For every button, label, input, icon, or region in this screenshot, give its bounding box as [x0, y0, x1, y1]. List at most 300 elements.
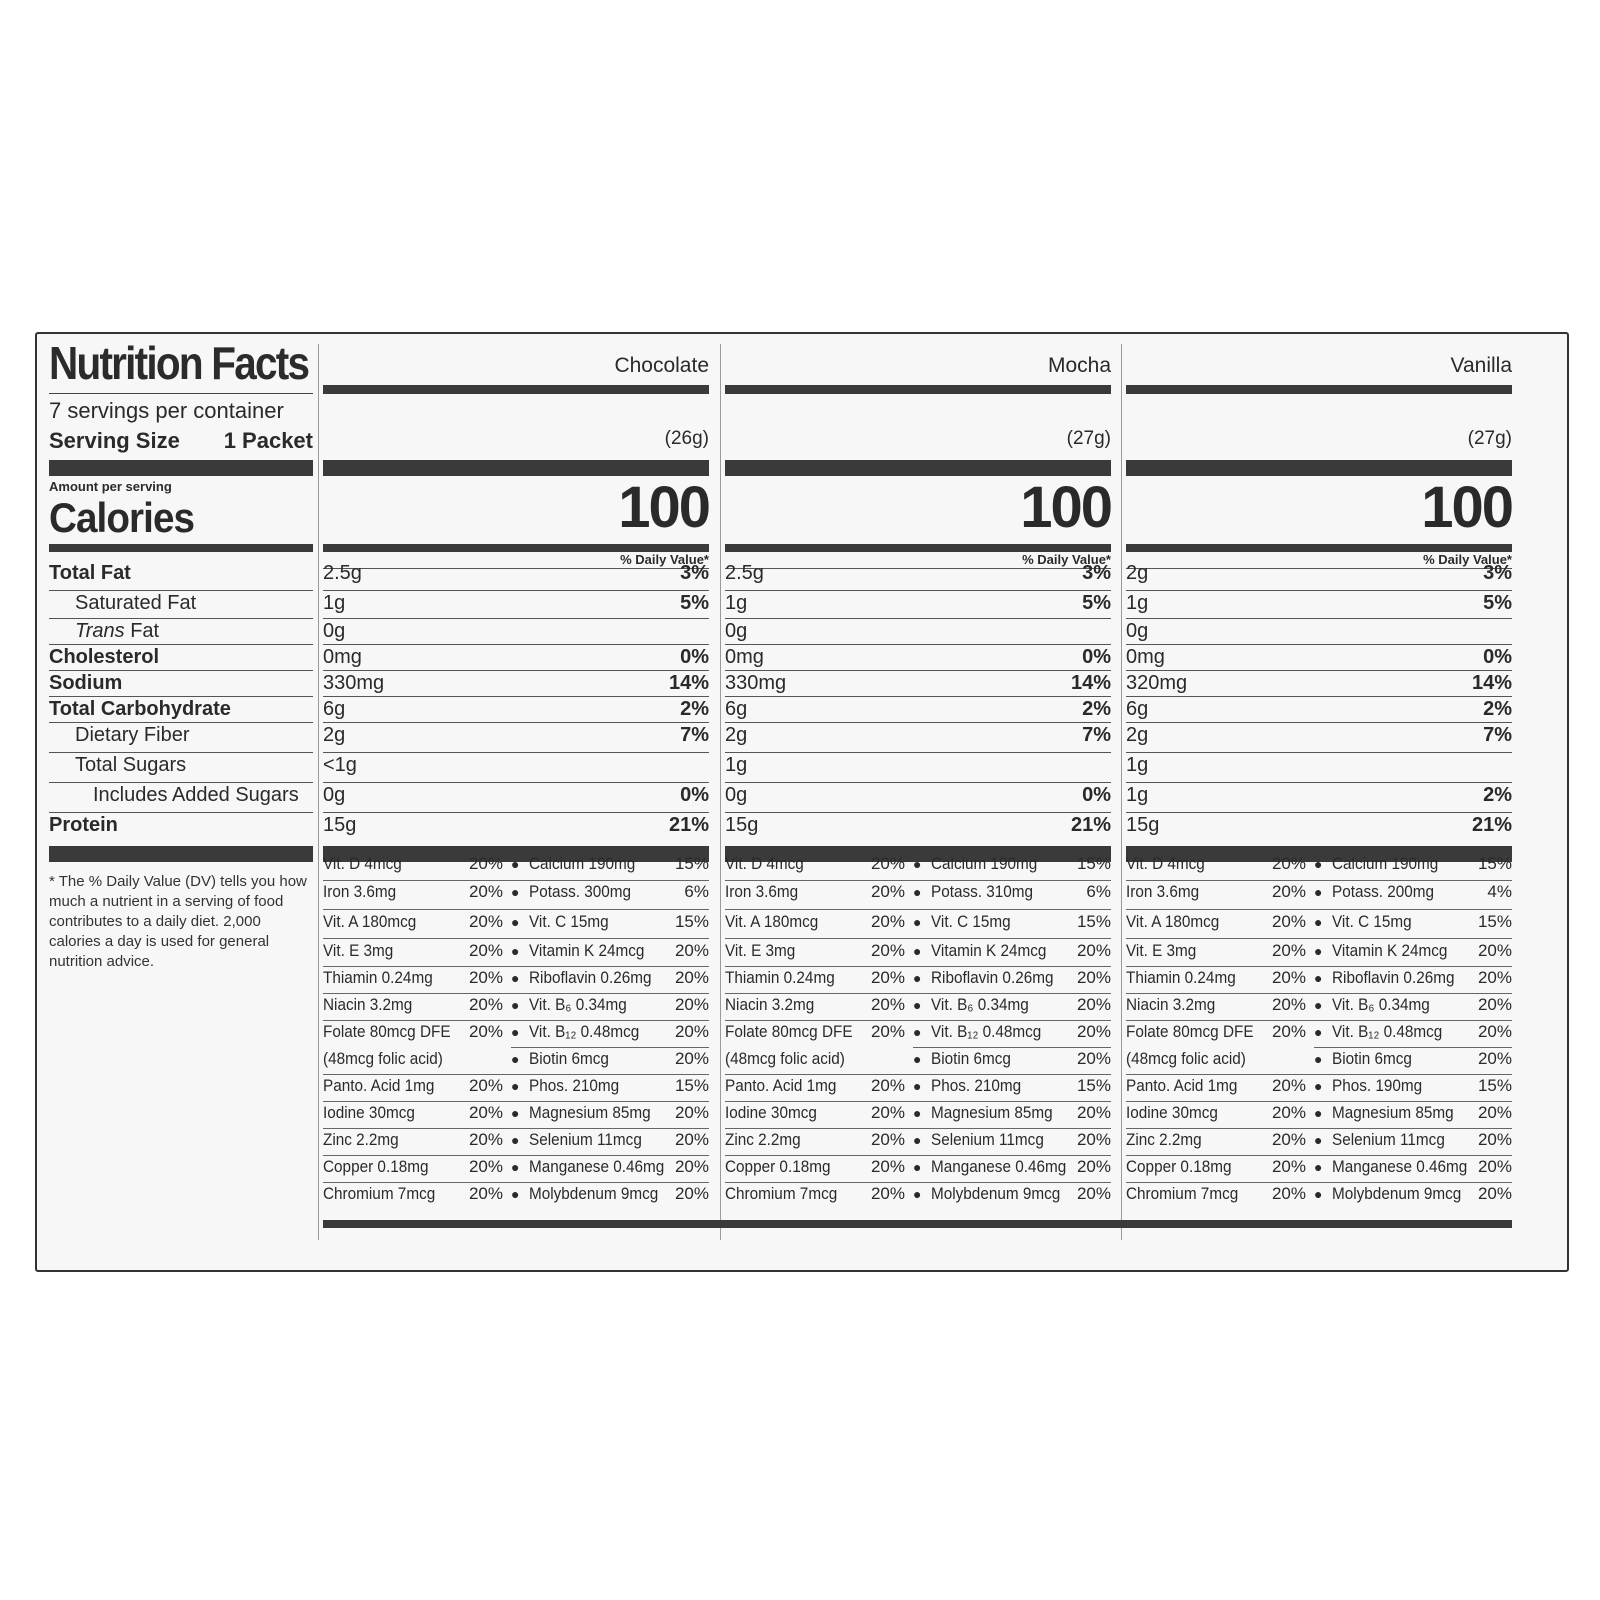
row-divider	[49, 618, 313, 619]
vitamin-row-divider	[1126, 938, 1512, 939]
vitamin-daily-value: 20%	[1477, 1103, 1512, 1122]
vitamin-daily-value: 20%	[1076, 1022, 1111, 1041]
vitamin-name: Zinc 2.2mg	[1126, 1130, 1202, 1149]
nutrition-facts-label	[35, 332, 1569, 1272]
row-divider	[1126, 644, 1512, 645]
vitamin-daily-value: 20%	[468, 1076, 503, 1095]
vitamin-row-divider	[1126, 1128, 1512, 1129]
vitamin-row-divider	[323, 1128, 709, 1129]
vitamin-name: Vit. C 15mg	[529, 912, 609, 931]
footnote: * The % Daily Value (DV) tells you how much a nutrient in a serving of food contributes to a daily diet. 2,000 calories a day is used for general nutrition advice.	[49, 873, 307, 970]
nutrient-amount: 330mg	[323, 672, 385, 694]
vitamin-name: Vitamin K 24mcg	[1332, 941, 1448, 960]
vitamin-row-divider	[1126, 880, 1512, 881]
nutrient-daily-value: 3%	[680, 562, 709, 584]
daily-value-header: % Daily Value*	[620, 552, 709, 567]
daily-value-header: % Daily Value*	[1423, 552, 1512, 567]
bullet-icon: ●	[511, 1051, 520, 1067]
nutrient-label: Saturated Fat	[75, 592, 197, 614]
vitamin-name: Potass. 300mg	[529, 882, 632, 901]
amount-per-serving: Amount per serving	[49, 479, 172, 494]
vitamin-daily-value: 20%	[1271, 1157, 1306, 1176]
vitamin-daily-value: 20%	[870, 941, 905, 960]
vitamin-row-divider	[725, 909, 1111, 910]
vitamin-daily-value: 20%	[468, 1157, 503, 1176]
vitamin-daily-value: 20%	[468, 912, 503, 931]
vitamin-name: Vit. E 3mg	[1126, 941, 1197, 960]
vitamin-name: Folate 80mcg DFE	[323, 1022, 451, 1041]
vitamin-name: Niacin 3.2mg	[725, 995, 815, 1014]
vitamin-row-divider	[725, 1020, 1111, 1021]
vitamin-daily-value: 20%	[870, 1130, 905, 1149]
bottom-bar	[323, 1220, 1512, 1228]
vitamin-name: Vit. A 180mcg	[323, 912, 417, 931]
nutrient-amount: 2.5g	[725, 562, 764, 584]
vitamin-name: Riboflavin 0.26mg	[1332, 968, 1455, 987]
vitamin-daily-value: 20%	[674, 941, 709, 960]
nutrient-daily-value: 7%	[1483, 724, 1512, 746]
vitamin-daily-value: 20%	[468, 1103, 503, 1122]
bullet-icon: ●	[511, 884, 520, 900]
nutrient-daily-value: 2%	[1082, 698, 1111, 720]
vitamin-name: Vit. D 4mcg	[1126, 854, 1205, 873]
vitamin-name: Biotin 6mcg	[1332, 1049, 1412, 1068]
nutrient-amount: 15g	[1126, 814, 1160, 836]
vitamin-name: Vit. A 180mcg	[1126, 912, 1220, 931]
vitamin-daily-value: 6%	[684, 882, 709, 901]
vitamin-name: (48mcg folic acid)	[1126, 1049, 1246, 1068]
thick-divider	[49, 846, 313, 862]
vitamin-name: Riboflavin 0.26mg	[931, 968, 1054, 987]
vitamin-daily-value: 20%	[674, 1022, 709, 1041]
vitamin-name: Potass. 200mg	[1332, 882, 1435, 901]
vitamin-row-divider	[725, 938, 1111, 939]
row-divider	[725, 782, 1111, 783]
vitamin-name: Calcium 190mg	[529, 854, 636, 873]
vitamin-daily-value: 20%	[674, 1103, 709, 1122]
bullet-icon: ●	[913, 1024, 922, 1040]
row-divider	[323, 782, 709, 783]
column-separator	[1121, 344, 1122, 1240]
nutrient-daily-value: 0%	[680, 784, 709, 806]
row-divider	[1126, 670, 1512, 671]
servings-per-container: 7 servings per container	[49, 398, 284, 423]
vitamin-daily-value: 20%	[870, 1022, 905, 1041]
bullet-icon: ●	[511, 1078, 520, 1094]
row-divider	[1126, 590, 1512, 591]
serving-size-value: 1 Packet	[223, 428, 313, 453]
nutrient-amount: 0mg	[725, 646, 764, 668]
row-divider	[323, 812, 709, 813]
row-divider	[323, 722, 709, 723]
vitamin-daily-value: 15%	[674, 1076, 709, 1095]
thick-divider	[49, 460, 313, 476]
vitamin-row-divider	[725, 1155, 1111, 1156]
vitamin-name: Vit. B₁₂ 0.48mcg	[931, 1022, 1042, 1041]
nutrient-amount: 0g	[725, 784, 748, 806]
vitamin-daily-value: 20%	[1076, 1184, 1111, 1203]
vitamin-daily-value: 15%	[674, 854, 709, 873]
nutrient-amount: 1g	[725, 754, 748, 776]
nutrient-daily-value: 5%	[1483, 592, 1512, 614]
vitamin-daily-value: 20%	[468, 1184, 503, 1203]
bullet-icon: ●	[913, 1051, 922, 1067]
vitamin-daily-value: 20%	[870, 854, 905, 873]
vitamin-row-divider	[1126, 966, 1512, 967]
nutrient-amount: 2g	[725, 724, 748, 746]
column-separator	[318, 344, 319, 1240]
label-title: Nutrition Facts	[49, 337, 309, 389]
bullet-icon: ●	[1314, 943, 1323, 959]
bullet-icon: ●	[1314, 884, 1323, 900]
nutrient-amount: 1g	[725, 592, 748, 614]
bullet-icon: ●	[913, 1078, 922, 1094]
row-divider	[1126, 812, 1512, 813]
vitamin-name: Molybdenum 9mcg	[1332, 1184, 1462, 1203]
vitamin-name: Phos. 190mg	[1332, 1076, 1423, 1095]
vitamin-name: Chromium 7mcg	[1126, 1184, 1239, 1203]
vitamin-daily-value: 15%	[1477, 912, 1512, 931]
nutrient-amount: 2g	[1126, 562, 1149, 584]
vitamin-row-divider	[1126, 993, 1512, 994]
daily-value-header: % Daily Value*	[1022, 552, 1111, 567]
vitamin-daily-value: 20%	[674, 1130, 709, 1149]
vitamin-name: Molybdenum 9mcg	[529, 1184, 659, 1203]
nutrient-amount: 1g	[323, 592, 346, 614]
nutrient-daily-value: 14%	[1070, 672, 1111, 694]
vitamin-daily-value: 20%	[468, 854, 503, 873]
vitamin-row-divider	[1126, 909, 1512, 910]
vitamin-row-divider	[323, 938, 709, 939]
nutrient-daily-value: 0%	[680, 646, 709, 668]
vitamin-daily-value: 20%	[1076, 968, 1111, 987]
trans-italic: Trans	[75, 620, 125, 642]
bullet-icon: ●	[511, 1132, 520, 1148]
nutrient-amount: 0mg	[1126, 646, 1165, 668]
nutrient-daily-value: 2%	[1483, 698, 1512, 720]
vitamin-name: Copper 0.18mg	[725, 1157, 831, 1176]
vitamin-row-divider	[323, 966, 709, 967]
vitamin-daily-value: 20%	[1076, 1049, 1111, 1068]
vitamin-daily-value: 20%	[674, 1184, 709, 1203]
vitamin-name: Selenium 11mcg	[931, 1130, 1044, 1149]
vitamin-daily-value: 20%	[870, 968, 905, 987]
bullet-icon: ●	[913, 970, 922, 986]
vitamin-name: Vit. E 3mg	[323, 941, 394, 960]
vitamin-name: Folate 80mcg DFE	[725, 1022, 853, 1041]
vitamin-daily-value: 20%	[870, 882, 905, 901]
vitamin-daily-value: 6%	[1086, 882, 1111, 901]
vitamin-daily-value: 20%	[674, 1157, 709, 1176]
nutrient-label: Total Carbohydrate	[49, 698, 231, 720]
vitamin-name: Phos. 210mg	[931, 1076, 1022, 1095]
vitamin-daily-value: 20%	[1271, 1184, 1306, 1203]
row-divider	[725, 644, 1111, 645]
nutrient-daily-value: 14%	[1471, 672, 1512, 694]
vitamin-name: Thiamin 0.24mg	[1126, 968, 1236, 987]
vitamin-daily-value: 20%	[870, 1103, 905, 1122]
vitamin-name: Magnesium 85mg	[529, 1103, 651, 1122]
vitamin-daily-value: 20%	[468, 995, 503, 1014]
vitamin-daily-value: 20%	[1477, 1022, 1512, 1041]
medium-divider	[725, 544, 1111, 552]
nutrient-daily-value: 3%	[1483, 562, 1512, 584]
vitamin-daily-value: 20%	[1477, 995, 1512, 1014]
row-divider	[1126, 752, 1512, 753]
row-divider	[323, 670, 709, 671]
vitamin-daily-value: 4%	[1487, 882, 1512, 901]
nutrient-amount: <1g	[323, 754, 357, 776]
vitamin-name: Calcium 190mg	[1332, 854, 1439, 873]
nutrient-daily-value: 0%	[1483, 646, 1512, 668]
bullet-icon: ●	[913, 1132, 922, 1148]
bullet-icon: ●	[1314, 1078, 1323, 1094]
vitamin-name: Vit. B₁₂ 0.48mcg	[529, 1022, 640, 1041]
flavor-name-bar	[323, 385, 709, 394]
nutrient-label	[75, 620, 159, 643]
vitamin-daily-value: 20%	[1271, 1076, 1306, 1095]
vitamin-name: Iron 3.6mg	[323, 882, 397, 901]
row-divider	[323, 590, 709, 591]
nutrient-amount: 6g	[323, 698, 346, 720]
serving-size-label: Serving Size	[49, 428, 180, 453]
vitamin-daily-value: 20%	[1271, 854, 1306, 873]
row-divider	[49, 644, 313, 645]
row-divider	[49, 722, 313, 723]
nutrient-label: Dietary Fiber	[75, 724, 190, 746]
vitamin-row-divider	[323, 1101, 709, 1102]
vitamin-name: Vit. B₆ 0.34mg	[529, 995, 627, 1014]
vitamin-name: Molybdenum 9mcg	[931, 1184, 1061, 1203]
nutrient-daily-value: 7%	[680, 724, 709, 746]
vitamin-daily-value: 20%	[468, 882, 503, 901]
vitamin-name: (48mcg folic acid)	[725, 1049, 845, 1068]
row-divider	[323, 568, 709, 569]
vitamin-name: Calcium 190mg	[931, 854, 1038, 873]
nutrient-label: Protein	[49, 814, 118, 836]
vitamin-name: Panto. Acid 1mg	[1126, 1076, 1238, 1095]
vitamin-row-divider	[1126, 1101, 1512, 1102]
flavor-name: Mocha	[1047, 354, 1111, 377]
row-divider	[49, 782, 313, 783]
vitamin-daily-value: 20%	[1477, 1184, 1512, 1203]
flavor-name: Vanilla	[1450, 354, 1512, 377]
row-divider	[725, 618, 1111, 619]
row-divider	[1126, 722, 1512, 723]
row-divider	[725, 812, 1111, 813]
row-divider	[725, 590, 1111, 591]
bullet-icon: ●	[1314, 914, 1323, 930]
vitamin-name: Panto. Acid 1mg	[725, 1076, 837, 1095]
vitamin-row-divider	[1126, 1155, 1512, 1156]
vitamin-daily-value: 20%	[1076, 1103, 1111, 1122]
row-divider	[323, 618, 709, 619]
vitamin-daily-value: 15%	[1477, 1076, 1512, 1095]
vitamin-daily-value: 20%	[468, 968, 503, 987]
nutrient-daily-value: 3%	[1082, 562, 1111, 584]
vitamin-daily-value: 20%	[1271, 968, 1306, 987]
nutrient-daily-value: 0%	[1082, 646, 1111, 668]
row-divider	[49, 752, 313, 753]
nutrient-daily-value: 21%	[1070, 814, 1111, 836]
bullet-icon: ●	[1314, 997, 1323, 1013]
row-divider	[1126, 568, 1512, 569]
vitamin-daily-value: 20%	[870, 995, 905, 1014]
vitamin-name: Chromium 7mcg	[725, 1184, 838, 1203]
vitamin-name: Niacin 3.2mg	[1126, 995, 1216, 1014]
vitamin-row-divider	[725, 1074, 1111, 1075]
vitamin-name: Potass. 310mg	[931, 882, 1034, 901]
calories-value: 100	[1421, 475, 1512, 540]
vitamin-row-divider	[725, 966, 1111, 967]
row-divider	[49, 670, 313, 671]
vitamin-name: Zinc 2.2mg	[725, 1130, 801, 1149]
vitamin-name: Thiamin 0.24mg	[323, 968, 433, 987]
nutrient-label: Cholesterol	[49, 646, 160, 668]
vitamin-name: Chromium 7mcg	[323, 1184, 436, 1203]
flavor-column-mocha	[725, 334, 1111, 1270]
flavor-column-chocolate	[323, 334, 709, 1270]
bullet-icon: ●	[511, 856, 520, 872]
vitamin-daily-value: 15%	[1076, 912, 1111, 931]
vitamin-daily-value: 20%	[1477, 941, 1512, 960]
vitamin-row-divider	[1126, 1182, 1512, 1183]
vitamin-row-divider	[1314, 1047, 1512, 1048]
row-divider	[725, 722, 1111, 723]
vitamin-daily-value: 15%	[1076, 854, 1111, 873]
vitamin-row-divider	[323, 1074, 709, 1075]
bullet-icon: ●	[913, 1186, 922, 1202]
vitamin-daily-value: 20%	[1271, 1022, 1306, 1041]
nutrient-amount: 330mg	[725, 672, 787, 694]
row-divider	[323, 644, 709, 645]
vitamin-row-divider	[323, 993, 709, 994]
vitamin-daily-value: 20%	[1076, 995, 1111, 1014]
serving-weight: (26g)	[664, 428, 709, 449]
nutrient-daily-value: 0%	[1082, 784, 1111, 806]
vitamin-daily-value: 20%	[674, 1049, 709, 1068]
vitamin-name: Vit. C 15mg	[1332, 912, 1412, 931]
medium-divider	[323, 544, 709, 552]
row-divider	[49, 812, 313, 813]
flavor-name-bar	[1126, 385, 1512, 394]
vitamin-daily-value: 20%	[1076, 941, 1111, 960]
row-divider	[725, 752, 1111, 753]
calories-label: Calories	[49, 494, 195, 541]
vitamin-row-divider	[725, 993, 1111, 994]
vitamin-daily-value: 20%	[1271, 1130, 1306, 1149]
divider	[49, 393, 313, 394]
nutrient-daily-value: 7%	[1082, 724, 1111, 746]
vitamin-name: Copper 0.18mg	[323, 1157, 429, 1176]
bullet-icon: ●	[913, 1105, 922, 1121]
vitamin-daily-value: 20%	[468, 1022, 503, 1041]
vitamin-name: Iodine 30mcg	[323, 1103, 415, 1122]
vitamin-name: Zinc 2.2mg	[323, 1130, 399, 1149]
nutrient-amount: 1g	[1126, 592, 1149, 614]
vitamin-daily-value: 20%	[468, 1130, 503, 1149]
vitamin-name: Selenium 11mcg	[1332, 1130, 1445, 1149]
bullet-icon: ●	[913, 943, 922, 959]
column-separator	[720, 344, 721, 1240]
nutrient-daily-value: 5%	[1082, 592, 1111, 614]
vitamin-daily-value: 15%	[1477, 854, 1512, 873]
nutrient-amount: 0g	[1126, 620, 1149, 642]
vitamin-row-divider	[323, 909, 709, 910]
vitamin-name: Manganese 0.46mg	[529, 1157, 665, 1176]
vitamin-daily-value: 20%	[1477, 968, 1512, 987]
nutrient-daily-value: 2%	[1483, 784, 1512, 806]
row-divider	[725, 696, 1111, 697]
nutrient-amount: 320mg	[1126, 672, 1188, 694]
nutrient-amount: 2.5g	[323, 562, 362, 584]
vitamin-row-divider	[1126, 1020, 1512, 1021]
vitamin-name: Manganese 0.46mg	[931, 1157, 1067, 1176]
nutrient-amount: 6g	[1126, 698, 1149, 720]
vitamin-name: Vit. B₆ 0.34mg	[1332, 995, 1430, 1014]
vitamin-name: Manganese 0.46mg	[1332, 1157, 1468, 1176]
vitamin-name: Vit. C 15mg	[931, 912, 1011, 931]
flavor-column-vanilla	[1126, 334, 1512, 1270]
vitamin-daily-value: 20%	[1271, 1103, 1306, 1122]
nutrient-amount: 0mg	[323, 646, 362, 668]
nutrient-daily-value: 21%	[1471, 814, 1512, 836]
vitamin-name: Vit. B₁₂ 0.48mcg	[1332, 1022, 1443, 1041]
flavor-name-bar	[725, 385, 1111, 394]
vitamin-name: Panto. Acid 1mg	[323, 1076, 435, 1095]
vitamin-daily-value: 20%	[870, 1076, 905, 1095]
row-divider	[1126, 696, 1512, 697]
vitamin-daily-value: 20%	[1271, 995, 1306, 1014]
vitamin-name: Iron 3.6mg	[1126, 882, 1200, 901]
vitamin-name: Riboflavin 0.26mg	[529, 968, 652, 987]
vitamin-name: (48mcg folic acid)	[323, 1049, 443, 1068]
vitamin-row-divider	[725, 880, 1111, 881]
vitamin-name: Magnesium 85mg	[1332, 1103, 1454, 1122]
vitamin-name: Iodine 30mcg	[725, 1103, 817, 1122]
vitamin-name: Vitamin K 24mcg	[529, 941, 645, 960]
nutrient-amount: 15g	[323, 814, 357, 836]
vitamin-name: Niacin 3.2mg	[323, 995, 413, 1014]
vitamin-name: Selenium 11mcg	[529, 1130, 642, 1149]
bullet-icon: ●	[913, 856, 922, 872]
serving-weight: (27g)	[1066, 428, 1111, 449]
vitamin-name: Iodine 30mcg	[1126, 1103, 1218, 1122]
nutrient-label: Total Fat	[49, 562, 131, 584]
nutrient-amount: 0g	[323, 784, 346, 806]
bullet-icon: ●	[1314, 1132, 1323, 1148]
calories-value: 100	[618, 475, 709, 540]
bullet-icon: ●	[511, 1186, 520, 1202]
bullet-icon: ●	[1314, 1024, 1323, 1040]
vitamin-name: Thiamin 0.24mg	[725, 968, 835, 987]
vitamin-daily-value: 15%	[1076, 1076, 1111, 1095]
vitamin-daily-value: 20%	[1477, 1049, 1512, 1068]
flavor-name: Chocolate	[614, 354, 709, 377]
vitamin-daily-value: 20%	[1271, 912, 1306, 931]
vitamin-daily-value: 20%	[870, 1184, 905, 1203]
vitamin-name: Biotin 6mcg	[529, 1049, 609, 1068]
nutrient-amount: 0g	[323, 620, 346, 642]
row-divider	[1126, 618, 1512, 619]
nutrient-label: Sodium	[49, 672, 123, 694]
vitamin-name: Vit. D 4mcg	[725, 854, 804, 873]
row-divider	[1126, 782, 1512, 783]
bullet-icon: ●	[1314, 1186, 1323, 1202]
row-divider	[725, 568, 1111, 569]
nutrient-amount: 2g	[1126, 724, 1149, 746]
bullet-icon: ●	[1314, 1159, 1323, 1175]
